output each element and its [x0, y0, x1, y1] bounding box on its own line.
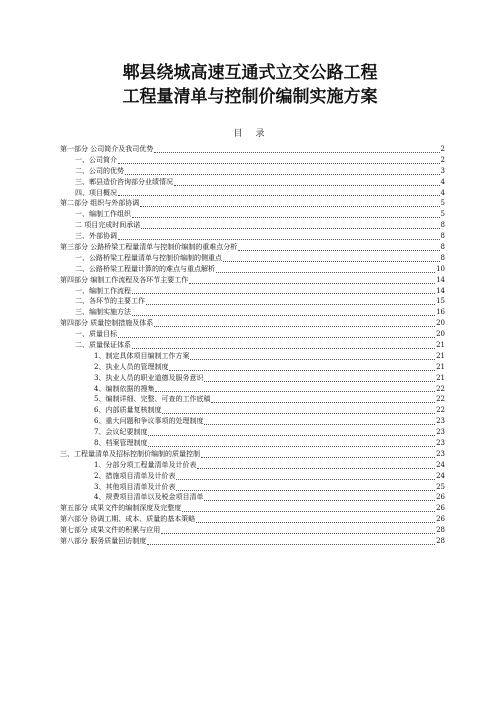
toc-entry-title: 一、公司简介	[75, 155, 117, 164]
toc-entry[interactable]	[60, 493, 445, 504]
toc-entry[interactable]	[60, 275, 445, 286]
toc-entry-title: 3、执业人员的职业道德及服务意识	[94, 373, 204, 382]
toc-entry-title: 第二部分 组织与外部协调	[60, 199, 140, 208]
toc-entry-page-number: 23	[436, 428, 445, 437]
toc-entry-title: 3、其他项目清单及计价表	[94, 482, 176, 491]
toc-entry[interactable]	[60, 525, 445, 536]
toc-entry-title: 三、工程量清单及招标控制价编制的质量控制	[60, 449, 200, 458]
toc-entry-page-number: 14	[436, 286, 445, 295]
toc-entry[interactable]	[60, 384, 445, 395]
toc-entry[interactable]	[60, 351, 445, 362]
toc-entry-page-number: 4	[440, 177, 445, 186]
toc-entry[interactable]	[60, 514, 445, 525]
toc-entry-title: 二、公司的优势	[75, 166, 124, 175]
toc-dot-leader	[223, 261, 440, 262]
toc-entry[interactable]	[60, 177, 445, 188]
table-of-contents	[60, 144, 445, 547]
toc-entry[interactable]	[60, 471, 445, 482]
toc-entry-title: 5、编制详细、完整、可查的工作底稿	[94, 395, 211, 404]
toc-heading: 目 录	[233, 129, 267, 139]
toc-dot-leader	[132, 315, 435, 316]
toc-entry-page-number: 14	[436, 275, 445, 284]
toc-entry-page-number: 4	[440, 188, 445, 197]
toc-entry-title: 一、质量目标	[75, 330, 117, 339]
toc-dot-leader	[132, 348, 435, 349]
toc-entry-title: 4、规费项目清单以及税金项目清单	[94, 493, 204, 502]
toc-entry[interactable]	[60, 198, 445, 209]
toc-dot-leader	[204, 381, 435, 382]
toc-entry[interactable]	[60, 416, 445, 427]
toc-dot-leader	[147, 544, 435, 545]
toc-entry[interactable]	[60, 253, 445, 264]
toc-entry-page-number: 21	[436, 362, 445, 371]
toc-entry-title: 四、项目概况	[75, 188, 117, 197]
toc-entry-page-number: 5	[440, 199, 445, 208]
toc-dot-leader	[176, 490, 435, 491]
toc-entry-title: 第六部分 协调工期、成本、质量的基本策略	[60, 515, 196, 524]
toc-entry-page-number: 24	[436, 471, 445, 480]
toc-entry-title: 2、执业人员的管理制度	[94, 362, 169, 371]
toc-dot-leader	[118, 195, 440, 196]
toc-dot-leader	[148, 446, 435, 447]
toc-entry-title: 第四部分 编制工作流程及各环节主要工作	[60, 275, 189, 284]
toc-dot-leader	[174, 185, 440, 186]
toc-entry-page-number: 26	[436, 493, 445, 502]
toc-entry[interactable]	[60, 307, 445, 318]
toc-entry-page-number: 20	[436, 330, 445, 339]
toc-entry-page-number: 23	[436, 439, 445, 448]
toc-entry[interactable]	[60, 220, 445, 231]
toc-dot-leader	[211, 402, 435, 403]
toc-entry[interactable]	[60, 166, 445, 177]
toc-entry-title: 第一部分 公司简介及我司优势	[60, 144, 154, 153]
toc-entry-title: 三、郫县造价咨询部分业绩情况	[75, 177, 173, 186]
toc-entry-page-number: 22	[436, 395, 445, 404]
toc-entry[interactable]	[60, 536, 445, 547]
toc-entry-page-number: 2	[440, 155, 445, 164]
toc-entry-page-number: 8	[440, 221, 445, 230]
toc-entry[interactable]	[60, 503, 445, 514]
toc-entry[interactable]	[60, 296, 445, 307]
toc-entry[interactable]	[60, 242, 445, 253]
toc-entry-page-number: 20	[436, 319, 445, 328]
toc-dot-leader	[204, 424, 435, 425]
toc-dot-leader	[216, 272, 435, 273]
toc-entry[interactable]	[60, 373, 445, 384]
toc-entry-page-number: 22	[436, 384, 445, 393]
toc-entry-page-number: 28	[436, 526, 445, 535]
toc-entry-page-number: 23	[436, 417, 445, 426]
toc-dot-leader	[155, 391, 435, 392]
toc-entry-page-number: 8	[440, 243, 445, 251]
toc-entry-title: 第七部分 成果文件的积累与应用	[60, 526, 161, 535]
toc-dot-leader	[141, 228, 439, 229]
toc-entry-title: 一、公路桥梁工程量清单与控制价编制的侧重点	[75, 253, 222, 262]
toc-entry-page-number: 15	[436, 297, 445, 306]
toc-dot-leader	[154, 152, 439, 153]
toc-entry-page-number: 26	[436, 504, 445, 513]
toc-entry-title: 第三部分 公路桥梁工程量清单与控制价编制的重难点分析	[60, 243, 238, 251]
toc-entry-title: 一、编制工作流程	[75, 286, 131, 295]
toc-entry-page-number: 5	[440, 210, 445, 219]
toc-entry-title: 7、会议纪要制度	[94, 428, 148, 437]
toc-entry-title: 三、编制实施方法	[75, 308, 131, 317]
toc-entry[interactable]	[60, 209, 445, 220]
document-title-line1: 郫县绕城高速互通式立交公路工程	[122, 63, 378, 83]
toc-entry-page-number: 25	[436, 482, 445, 491]
toc-dot-leader	[161, 533, 435, 534]
toc-entry-title: 三、外部协调	[75, 232, 117, 241]
toc-entry-title: 1、分部分项工程量清单及计价表	[94, 460, 197, 469]
toc-entry[interactable]	[60, 482, 445, 493]
toc-dot-leader	[197, 468, 435, 469]
toc-dot-leader	[118, 337, 435, 338]
toc-entry-page-number: 8	[440, 232, 445, 241]
toc-entry-title: 二、质量保证体系	[75, 341, 131, 350]
toc-dot-leader	[125, 174, 440, 175]
toc-entry-page-number: 26	[436, 515, 445, 524]
toc-entry[interactable]	[60, 394, 445, 405]
toc-entry-title: 8、档案管理制度	[94, 439, 148, 448]
toc-entry-page-number: 21	[436, 341, 445, 350]
toc-entry[interactable]	[60, 449, 445, 460]
toc-entry[interactable]	[60, 329, 445, 340]
toc-entry-title: 二 项目完成时间承诺	[75, 221, 141, 230]
toc-entry-page-number: 24	[436, 460, 445, 469]
toc-entry[interactable]	[60, 427, 445, 438]
toc-dot-leader	[182, 511, 435, 512]
toc-entry-page-number: 8	[440, 253, 445, 262]
toc-entry[interactable]	[60, 362, 445, 373]
toc-dot-leader	[190, 359, 435, 360]
toc-entry-title: 第八部分 服务质量回访制度	[60, 537, 147, 546]
toc-entry-title: 6、内部质量复核制度	[94, 406, 162, 415]
toc-entry[interactable]	[60, 286, 445, 297]
toc-dot-leader	[132, 293, 435, 294]
toc-entry-title: 6、重大问题和争议事项的处理制度	[94, 417, 204, 426]
toc-entry-title: 二、各环节的主要工作	[75, 297, 145, 306]
toc-dot-leader	[189, 283, 435, 284]
toc-entry-page-number: 16	[436, 308, 445, 317]
toc-entry-page-number: 21	[436, 351, 445, 360]
toc-entry[interactable]	[60, 155, 445, 166]
toc-entry[interactable]	[60, 231, 445, 242]
toc-entry-page-number: 23	[436, 449, 445, 458]
toc-entry[interactable]	[60, 340, 445, 351]
toc-entry-title: 一、编制工作组织	[75, 210, 131, 219]
toc-entry-title: 1、制定具体项目编制工作方案	[94, 351, 190, 360]
toc-dot-leader	[196, 522, 435, 523]
toc-dot-leader	[176, 479, 435, 480]
toc-dot-leader	[140, 206, 439, 207]
toc-dot-leader	[148, 435, 435, 436]
toc-entry-page-number: 22	[436, 406, 445, 415]
toc-entry-title: 2、措施项目清单及计价表	[94, 471, 176, 480]
toc-dot-leader	[154, 326, 435, 327]
toc-entry[interactable]	[60, 188, 445, 199]
toc-entry[interactable]	[60, 438, 445, 449]
toc-dot-leader	[132, 217, 440, 218]
document-title-line2: 工程量清单与控制价编制实施方案	[122, 87, 378, 107]
toc-entry[interactable]	[60, 460, 445, 471]
toc-dot-leader	[162, 413, 435, 414]
toc-dot-leader	[118, 163, 440, 164]
toc-entry-page-number: 10	[436, 264, 445, 273]
toc-dot-leader	[169, 370, 435, 371]
toc-dot-leader	[118, 239, 440, 240]
toc-entry[interactable]	[60, 264, 445, 275]
toc-entry[interactable]	[60, 144, 445, 155]
toc-entry-title: 4、编制依据的搜集	[94, 384, 155, 393]
toc-entry-page-number: 3	[440, 166, 445, 175]
toc-entry[interactable]	[60, 318, 445, 329]
toc-entry-title: 第五部分 成果文件的编制深度及完整度	[60, 504, 182, 513]
toc-dot-leader	[204, 500, 435, 501]
toc-entry-page-number: 21	[436, 373, 445, 382]
toc-dot-leader	[238, 250, 439, 251]
toc-entry[interactable]	[60, 405, 445, 416]
toc-entry-page-number: 28	[436, 537, 445, 546]
toc-dot-leader	[201, 457, 435, 458]
toc-dot-leader	[146, 304, 435, 305]
toc-entry-page-number: 2	[440, 144, 445, 153]
toc-entry-title: 第四部分 质量控制措施及体系	[60, 319, 154, 328]
toc-entry-title: 二、公路桥梁工程量计算的的难点与重点解析	[75, 264, 215, 273]
